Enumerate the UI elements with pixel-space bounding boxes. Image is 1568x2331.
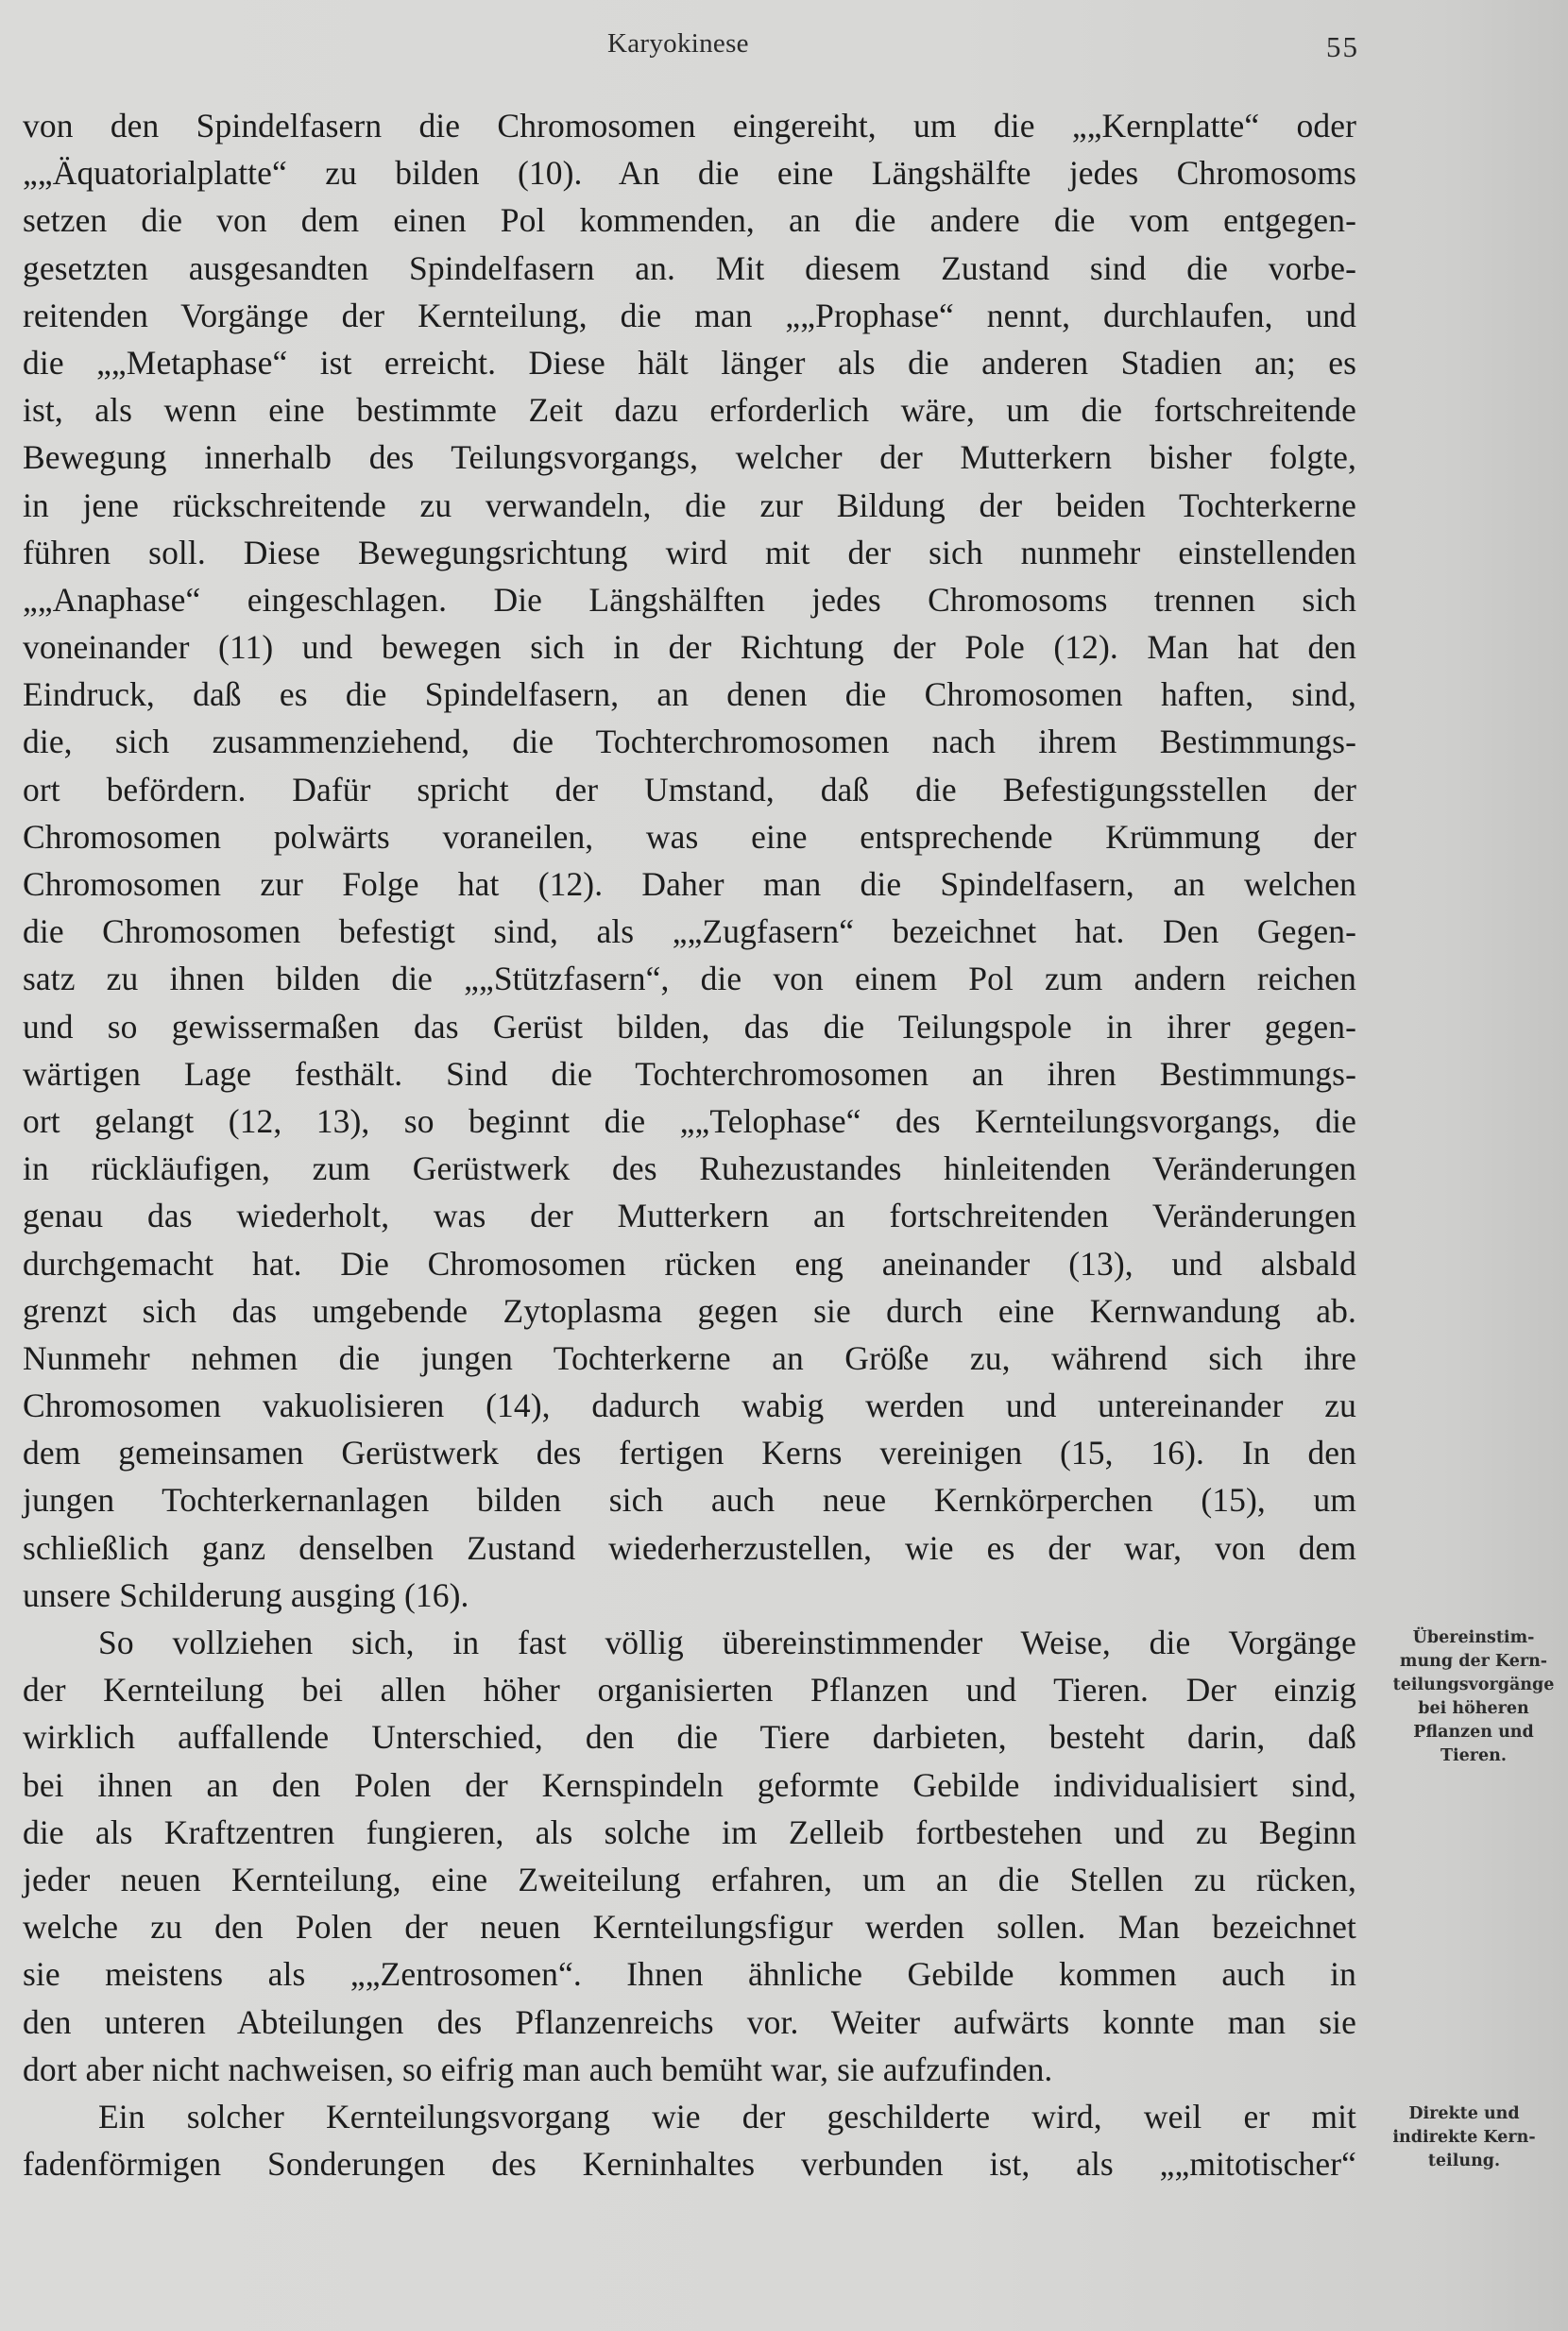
text-line: ort befördern. Dafür spricht der Umstand, daß die Befestigungsstellen der [23, 770, 1356, 808]
text-line: wärtigen Lage festhält. Sind die Tochterchromosomen an ihren Bestimmungs- [23, 1054, 1356, 1093]
text-line: fadenförmigen Sonderungen des Kerninhaltes verbunden ist, als „„mitotischer“ [23, 2145, 1356, 2184]
text-line: Nunmehr nehmen die jungen Tochterkerne an Größe zu, während sich ihre [23, 1338, 1356, 1377]
text-line: satz zu ihnen bilden die „„Stützfasern“, die von einem Pol zum andern reichen [23, 960, 1356, 998]
margin-note-line: mung der Kern- [1399, 1652, 1548, 1671]
running-head [0, 28, 1568, 76]
text-line: bei ihnen an den Polen der Kernspindeln geformte Gebilde individualisiert sind, [23, 1765, 1356, 1804]
text-line: ort gelangt (12, 13), so beginnt die „„Telophase“ des Kernteilungsvorgangs, die [23, 1101, 1356, 1140]
margin-note-line: teilungsvorgänge [1392, 1676, 1555, 1694]
text-line: durchgemacht hat. Die Chromosomen rücken eng aneinander (13), und alsbald [23, 1244, 1356, 1283]
margin-note-direkte-indirekte-kernteilung [1370, 2102, 1559, 2173]
margin-note-line: bei höheren [1418, 1699, 1529, 1718]
text-line: in rückläufigen, zum Gerüstwerk des Ruhezustandes hinleitenden Veränderungen [23, 1149, 1356, 1188]
text-line: die Chromosomen befestigt sind, als „„Zugfasern“ bezeichnet hat. Den Gegen- [23, 912, 1356, 951]
running-title: Karyokinese [607, 28, 749, 59]
text-line: dort aber nicht nachweisen, so eifrig man auch bemüht war, sie aufzufinden. [23, 2050, 1053, 2088]
text-line: voneinander (11) und bewegen sich in der Richtung der Pole (12). Man hat den [23, 628, 1356, 667]
text-line: Chromosomen vakuolisieren (14), dadurch wabig werden und untereinander zu [23, 1387, 1356, 1425]
text-line: von den Spindelfasern die Chromosomen eingereiht, um die „„Kernplatte“ oder [23, 107, 1356, 145]
text-line: setzen die von dem einen Pol kommenden, an die andere die vom entgegen- [23, 201, 1356, 240]
text-line: sie meistens als „„Zentrosomen“. Ihnen ähnliche Gebilde kommen auch in [23, 1955, 1356, 1994]
text-line: Bewegung innerhalb des Teilungsvorgangs, welcher der Mutterkern bisher folgte, [23, 438, 1356, 477]
margin-note-uebereinstimmung [1379, 1626, 1568, 1768]
text-line: Chromosomen zur Folge hat (12). Daher man die Spindelfasern, an welchen [23, 865, 1356, 903]
margin-note-line: Tieren. [1440, 1746, 1507, 1765]
text-line: reitenden Vorgänge der Kernteilung, die man „„Prophase“ nennt, durchlaufen, und [23, 296, 1356, 334]
page-number: 55 [1326, 30, 1359, 63]
body-text-column [23, 102, 1356, 2187]
margin-note-line: Pflanzen und [1413, 1723, 1534, 1742]
text-line: die als Kraftzentren fungieren, als solche im Zelleib fortbestehen und zu Beginn [23, 1812, 1356, 1851]
text-line: dem gemeinsamen Gerüstwerk des fertigen Kerns vereinigen (15, 16). In den [23, 1434, 1356, 1472]
text-line: So vollziehen sich, in fast völlig übereinstimmender Weise, die Vorgänge [98, 1624, 1356, 1661]
margin-note-line: teilung. [1427, 2152, 1501, 2170]
text-line: der Kernteilung bei allen höher organisierten Pflanzen und Tieren. Der einzig [23, 1671, 1356, 1710]
text-line: genau das wiederholt, was der Mutterkern an fortschreitenden Veränderungen [23, 1197, 1356, 1235]
text-line: „„Äquatorialplatte“ zu bilden (10). An die eine Längshälfte jedes Chromosoms [23, 154, 1356, 193]
text-line: wirklich auffallende Unterschied, den die Tiere darbieten, besteht darin, daß [23, 1718, 1356, 1757]
text-line: grenzt sich das umgebende Zytoplasma gegen sie durch eine Kernwandung ab. [23, 1291, 1356, 1330]
text-line: Ein solcher Kernteilungsvorgang wie der geschilderte wird, weil er mit [98, 2097, 1356, 2135]
text-line: führen soll. Diese Bewegungsrichtung wird mit der sich nunmehr einstellenden [23, 533, 1356, 571]
text-line: welche zu den Polen der neuen Kernteilungsfigur werden sollen. Man bezeichnet [23, 1908, 1356, 1947]
margin-note-line: Direkte und [1408, 2104, 1520, 2123]
text-line: in jene rückschreitende zu verwandeln, die zur Bildung der beiden Tochterkerne [23, 485, 1356, 524]
text-line: die „„Metaphase“ ist erreicht. Diese hält länger als die anderen Stadien an; es [23, 343, 1356, 382]
text-line: den unteren Abteilungen des Pflanzenreichs vor. Weiter aufwärts konnte man sie [23, 2002, 1356, 2041]
text-line: ist, als wenn eine bestimmte Zeit dazu erforderlich wäre, um die fortschreitende [23, 391, 1356, 430]
text-line: gesetzten ausgesandten Spindelfasern an. Mit diesem Zustand sind die vorbe- [23, 248, 1356, 287]
text-line: jeder neuen Kernteilung, eine Zweiteilung erfahren, um an die Stellen zu rücken, [23, 1860, 1356, 1898]
margin-note-line: indirekte Kern- [1392, 2128, 1536, 2147]
text-line: unsere Schilderung ausging (16). [23, 1575, 469, 1614]
text-line: schließlich ganz denselben Zustand wiederherzustellen, wie es der war, von dem [23, 1528, 1356, 1567]
text-line: und so gewissermaßen das Gerüst bilden, das die Teilungspole in ihrer gegen- [23, 1007, 1356, 1046]
text-line: Chromosomen polwärts voraneilen, was eine entsprechende Krümmung der [23, 817, 1356, 856]
text-line: Eindruck, daß es die Spindelfasern, an denen die Chromosomen haften, sind, [23, 675, 1356, 714]
text-line: jungen Tochterkernanlagen bilden sich auch neue Kernkörperchen (15), um [23, 1481, 1356, 1520]
text-line: die, sich zusammenziehend, die Tochterchromosomen nach ihrem Bestimmungs- [23, 723, 1356, 761]
margin-note-line: Übereinstim- [1412, 1628, 1535, 1647]
text-line: „„Anaphase“ eingeschlagen. Die Längshälften jedes Chromosoms trennen sich [23, 580, 1356, 619]
